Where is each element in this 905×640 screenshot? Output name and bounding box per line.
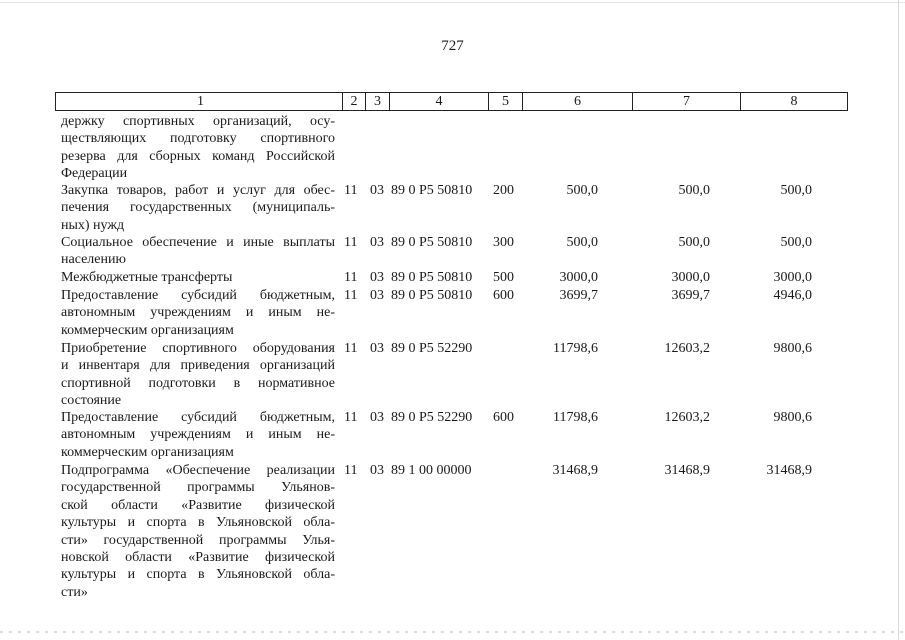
description-line: Предоставление субсидий бюджетным, [61, 410, 335, 425]
cell-col-8: 31468,9 [766, 463, 812, 478]
cell-col-6: 31468,9 [552, 463, 598, 478]
description-line: спортивной подготовки в нормативное [61, 375, 335, 391]
description-line: сти» государственной программы Улья- [61, 532, 335, 548]
row-description [61, 287, 335, 339]
description-line: коммерческим организациям [61, 322, 234, 338]
cell-col-2: 11 [344, 341, 358, 356]
cell-col-5: 300 [493, 235, 514, 250]
row-description [61, 234, 335, 269]
cell-col-7: 31468,9 [664, 463, 710, 478]
header-cell-8: 8 [740, 93, 847, 110]
header-cell-2: 2 [342, 93, 365, 110]
cell-col-4: 89 1 00 00000 [391, 463, 472, 478]
description-line: государственной программы Ульянов- [61, 480, 335, 496]
cell-col-2: 11 [344, 463, 358, 478]
cell-col-2: 11 [344, 235, 358, 250]
table-header [55, 92, 848, 111]
cell-col-4: 89 0 P5 52290 [391, 410, 473, 425]
cell-col-7: 12603,2 [664, 410, 710, 425]
cell-col-4: 89 0 P5 50810 [391, 183, 473, 198]
cell-col-6: 11798,6 [553, 410, 598, 425]
cell-col-5: 600 [493, 288, 514, 303]
cell-col-6: 500,0 [566, 235, 598, 250]
cell-col-2: 11 [344, 410, 358, 425]
cell-col-5: 500 [493, 270, 514, 285]
description-line: состояние [61, 393, 122, 409]
cell-col-2: 11 [344, 270, 358, 285]
description-line: печения государственных (муниципаль- [61, 200, 335, 216]
header-cell-3: 3 [365, 93, 389, 110]
header-cell-5: 5 [488, 93, 522, 110]
cell-col-8: 9800,6 [773, 341, 812, 356]
description-line: населению [61, 252, 126, 268]
cell-col-3: 03 [370, 270, 384, 285]
description-line: и инвентаря для приведения организаций [61, 358, 335, 374]
cell-col-2: 11 [344, 288, 358, 303]
cell-col-8: 500,0 [780, 235, 812, 250]
cell-col-6: 11798,6 [553, 341, 598, 356]
cell-col-3: 03 [370, 183, 384, 198]
row-description [61, 113, 335, 183]
cell-col-6: 3699,7 [559, 288, 598, 303]
cell-col-2: 11 [344, 183, 358, 198]
cell-col-4: 89 0 P5 50810 [391, 288, 473, 303]
cell-col-5: 600 [493, 410, 514, 425]
description-line: культуры и спорта в Ульяновской обла- [61, 567, 335, 583]
row-description [61, 340, 335, 410]
cell-col-5: 200 [493, 183, 514, 198]
cell-col-3: 03 [370, 410, 384, 425]
cell-col-7: 12603,2 [664, 341, 710, 356]
cell-col-3: 03 [370, 463, 384, 478]
header-cell-4: 4 [389, 93, 488, 110]
description-line: сти» [61, 584, 88, 600]
description-line: держку спортивных организаций, осу- [61, 114, 335, 129]
description-line: Социальное обеспечение и иные выплаты [61, 235, 335, 250]
description-line: коммерческим организациям [61, 444, 234, 460]
cell-col-7: 3000,0 [671, 270, 710, 285]
description-line: Предоставление субсидий бюджетным, [61, 288, 335, 303]
cell-col-8: 3000,0 [773, 270, 812, 285]
cell-col-3: 03 [370, 235, 384, 250]
cell-col-4: 89 0 P5 50810 [391, 235, 473, 250]
cell-col-6: 3000,0 [559, 270, 598, 285]
header-cell-1: 1 [197, 94, 204, 109]
description-line: новской области «Развитие физической [61, 550, 335, 566]
cell-col-7: 3699,7 [671, 288, 710, 303]
description-line: резерва для сборных команд Российской [61, 148, 335, 164]
row-description [61, 182, 335, 234]
cell-col-8: 500,0 [780, 183, 812, 198]
cell-col-4: 89 0 P5 50810 [391, 270, 473, 285]
cell-col-4: 89 0 P5 52290 [391, 341, 473, 356]
description-line: ных) нужд [61, 217, 125, 233]
row-description [61, 269, 335, 286]
description-line: автономным учреждениям и иным не- [61, 305, 335, 321]
cell-col-3: 03 [370, 288, 384, 303]
description-line: ской области «Развитие физической [61, 497, 335, 513]
row-description [61, 462, 335, 601]
description-line: Закупка товаров, работ и услуг для обес- [61, 183, 335, 198]
cell-col-6: 500,0 [566, 183, 598, 198]
row-description [61, 409, 335, 461]
description-line: Подпрограмма «Обеспечение реализации [61, 463, 335, 478]
cell-col-7: 500,0 [678, 235, 710, 250]
scan-edge-right [898, 0, 899, 640]
description-line: культуры и спорта в Ульяновской обла- [61, 515, 335, 531]
cell-col-3: 03 [370, 341, 384, 356]
cell-col-7: 500,0 [678, 183, 710, 198]
description-line: Межбюджетные трансферты [61, 270, 233, 285]
description-line: Федерации [61, 166, 128, 182]
cell-col-8: 4946,0 [773, 288, 812, 303]
cell-col-8: 9800,6 [773, 410, 812, 425]
header-cell-7: 7 [632, 93, 740, 110]
scan-edge-bottom [0, 631, 905, 633]
scan-edge-top [0, 2, 905, 3]
description-line: Приобретение спортивного оборудования [61, 341, 335, 356]
description-line: автономным учреждениям и иным не- [61, 427, 335, 443]
description-line: ществляющих подготовку спортивного [61, 131, 335, 147]
page-number: 727 [441, 38, 464, 54]
header-cell-6: 6 [522, 93, 632, 110]
